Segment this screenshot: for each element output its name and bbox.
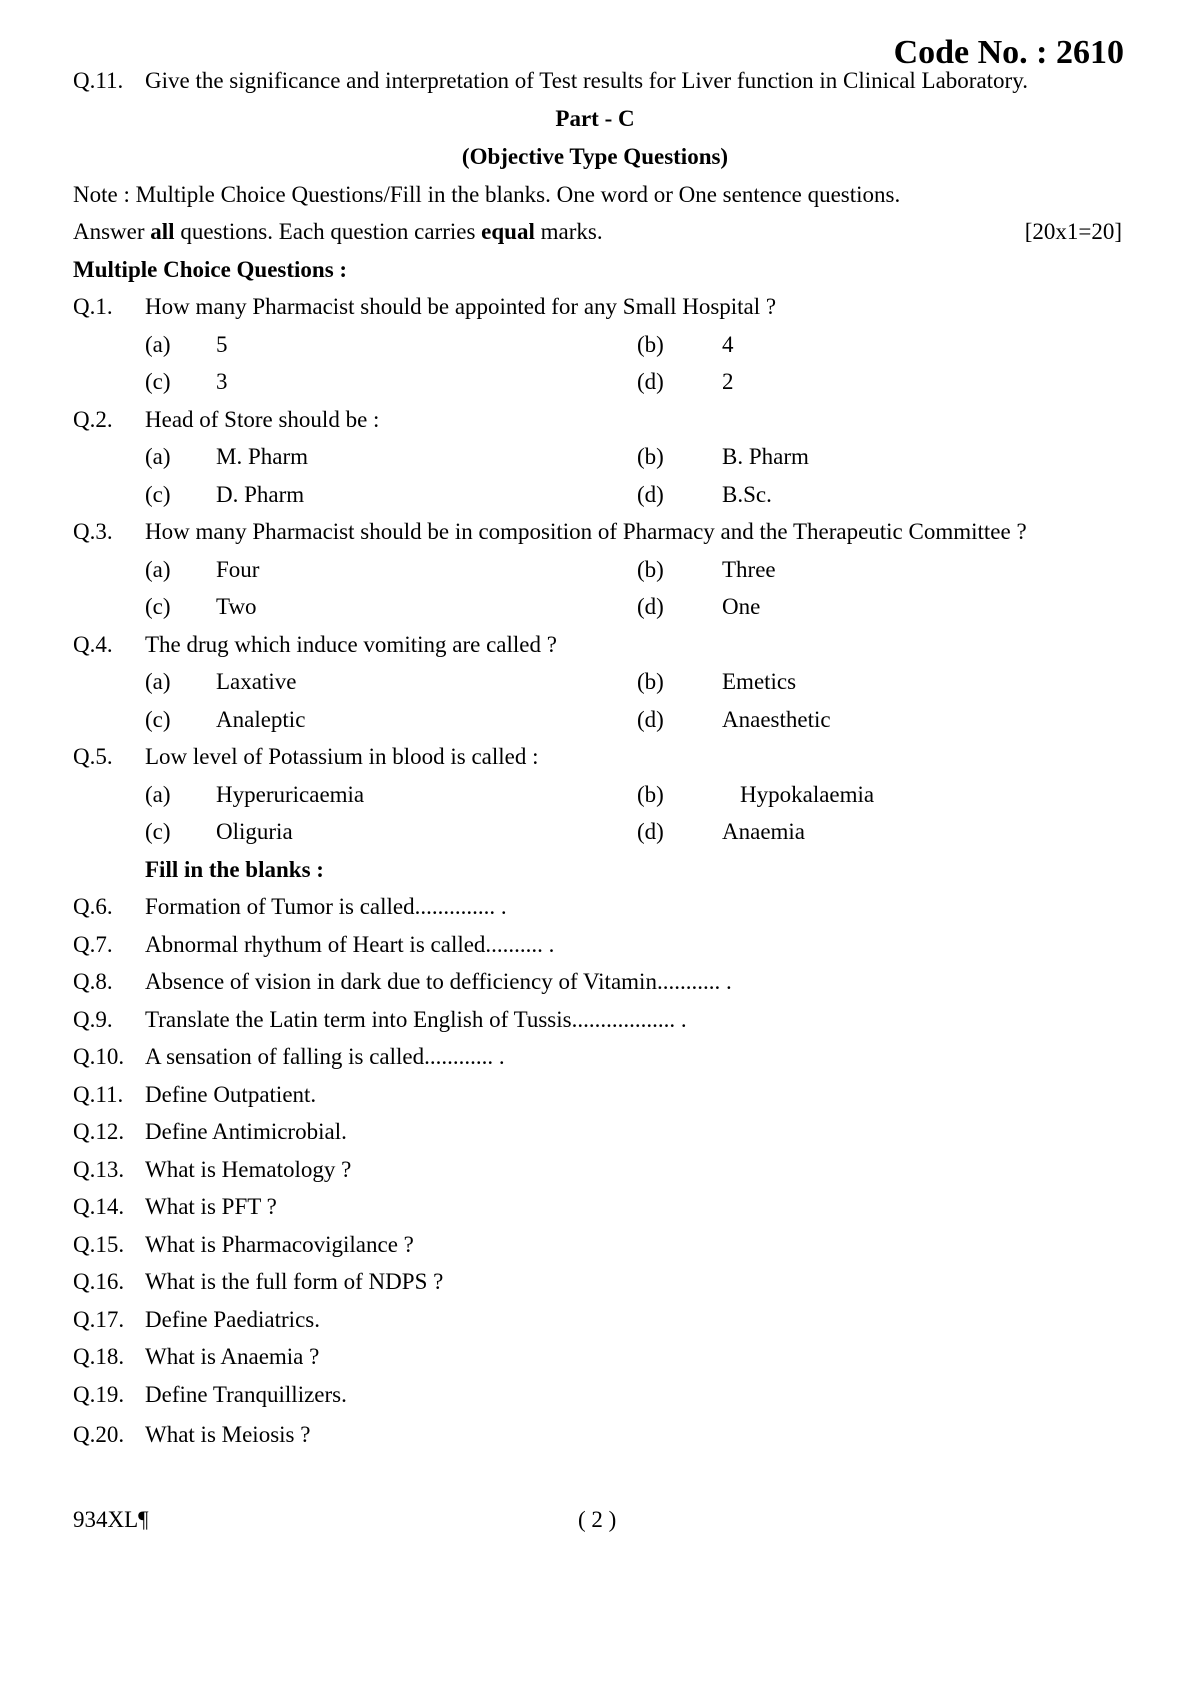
option-label: (d) — [637, 594, 664, 619]
option-label: (a) — [145, 557, 171, 582]
option-label: (b) — [637, 557, 664, 582]
option-text: 2 — [722, 369, 734, 394]
fill-blanks-heading: Fill in the blanks : — [145, 857, 324, 882]
question-number: Q.15. — [73, 1232, 125, 1257]
option-text: 4 — [722, 332, 734, 357]
question-text: What is Pharmacovigilance ? — [145, 1232, 414, 1257]
option-label: (b) — [637, 332, 664, 357]
option-text: Two — [216, 594, 257, 619]
mcq-heading: Multiple Choice Questions : — [73, 257, 348, 282]
code-number: Code No. : 2610 — [893, 34, 1124, 71]
question-number: Q.11. — [73, 68, 124, 93]
option-label: (c) — [145, 707, 171, 732]
option-label: (b) — [637, 782, 664, 807]
option-text: Four — [216, 557, 260, 582]
question-text: Formation of Tumor is called.............. . — [145, 894, 507, 919]
question-number: Q.16. — [73, 1269, 125, 1294]
question-number: Q.3. — [73, 519, 113, 544]
option-label: (a) — [145, 444, 171, 469]
option-text: M. Pharm — [216, 444, 308, 469]
paper-code: 934XL¶ — [73, 1507, 149, 1532]
question-number: Q.20. — [73, 1422, 125, 1447]
question-text: Define Tranquillizers. — [145, 1382, 347, 1407]
option-label: (d) — [637, 482, 664, 507]
page-number: ( 2 ) — [578, 1507, 617, 1532]
question-number: Q.18. — [73, 1344, 125, 1369]
question-text: Translate the Latin term into English of Tussis.................. . — [145, 1007, 687, 1032]
question-number: Q.10. — [73, 1044, 125, 1069]
option-text: Oliguria — [216, 819, 293, 844]
question-number: Q.9. — [73, 1007, 113, 1032]
question-number: Q.19. — [73, 1382, 125, 1407]
question-text: What is Hematology ? — [145, 1157, 352, 1182]
question-number: Q.7. — [73, 932, 113, 957]
option-text: B.Sc. — [722, 482, 772, 507]
question-number: Q.4. — [73, 632, 113, 657]
note-text: Note : Multiple Choice Questions/Fill in the blanks. One word or One sentence questions. — [73, 182, 901, 207]
option-label: (c) — [145, 819, 171, 844]
question-text: What is PFT ? — [145, 1194, 277, 1219]
option-label: (c) — [145, 482, 171, 507]
option-label: (c) — [145, 369, 171, 394]
question-number: Q.11. — [73, 1082, 124, 1107]
part-title: Part - C — [555, 106, 635, 131]
option-text: 3 — [216, 369, 228, 394]
question-text: Low level of Potassium in blood is called : — [145, 744, 539, 769]
question-number: Q.2. — [73, 407, 113, 432]
option-text: Hypokalaemia — [740, 782, 875, 807]
option-label: (d) — [637, 819, 664, 844]
question-text: Absence of vision in dark due to defficiency of Vitamin........... . — [145, 969, 732, 994]
question-text: Define Antimicrobial. — [145, 1119, 347, 1144]
marks-allocation: [20x1=20] — [1024, 219, 1122, 244]
option-label: (a) — [145, 669, 171, 694]
option-text: Laxative — [216, 669, 297, 694]
question-text: A sensation of falling is called............ . — [145, 1044, 505, 1069]
question-text: The drug which induce vomiting are called ? — [145, 632, 557, 657]
option-label: (d) — [637, 369, 664, 394]
part-subtitle: (Objective Type Questions) — [461, 144, 729, 169]
question-text: Define Outpatient. — [145, 1082, 317, 1107]
question-text: What is Anaemia ? — [145, 1344, 320, 1369]
question-text: What is the full form of NDPS ? — [145, 1269, 444, 1294]
option-label: (d) — [637, 707, 664, 732]
question-text: Give the significance and interpretation of Test results for Liver function in Clinical Laboratory. — [145, 68, 1028, 93]
question-number: Q.5. — [73, 744, 113, 769]
question-text: How many Pharmacist should be in composition of Pharmacy and the Therapeutic Committee ? — [145, 519, 1027, 544]
instruction-text: Answer all questions. Each question carries equal marks. — [73, 219, 603, 244]
option-label: (a) — [145, 782, 171, 807]
question-number: Q.12. — [73, 1119, 125, 1144]
question-number: Q.8. — [73, 969, 113, 994]
question-number: Q.6. — [73, 894, 113, 919]
option-label: (a) — [145, 332, 171, 357]
question-number: Q.14. — [73, 1194, 125, 1219]
option-text: Analeptic — [216, 707, 306, 732]
option-label: (b) — [637, 444, 664, 469]
option-label: (c) — [145, 594, 171, 619]
question-text: How many Pharmacist should be appointed for any Small Hospital ? — [145, 294, 777, 319]
option-text: Hyperuricaemia — [216, 782, 365, 807]
question-number: Q.17. — [73, 1307, 125, 1332]
question-number: Q.13. — [73, 1157, 125, 1182]
option-text: Three — [722, 557, 776, 582]
question-text: What is Meiosis ? — [145, 1422, 311, 1447]
question-text: Head of Store should be : — [145, 407, 380, 432]
option-text: Anaesthetic — [722, 707, 831, 732]
question-text: Define Paediatrics. — [145, 1307, 320, 1332]
option-text: Anaemia — [722, 819, 806, 844]
option-text: D. Pharm — [216, 482, 305, 507]
option-text: 5 — [216, 332, 228, 357]
question-text: Abnormal rhythum of Heart is called.......... . — [145, 932, 555, 957]
option-label: (b) — [637, 669, 664, 694]
option-text: B. Pharm — [722, 444, 809, 469]
option-text: One — [722, 594, 761, 619]
option-text: Emetics — [722, 669, 797, 694]
question-number: Q.1. — [73, 294, 113, 319]
